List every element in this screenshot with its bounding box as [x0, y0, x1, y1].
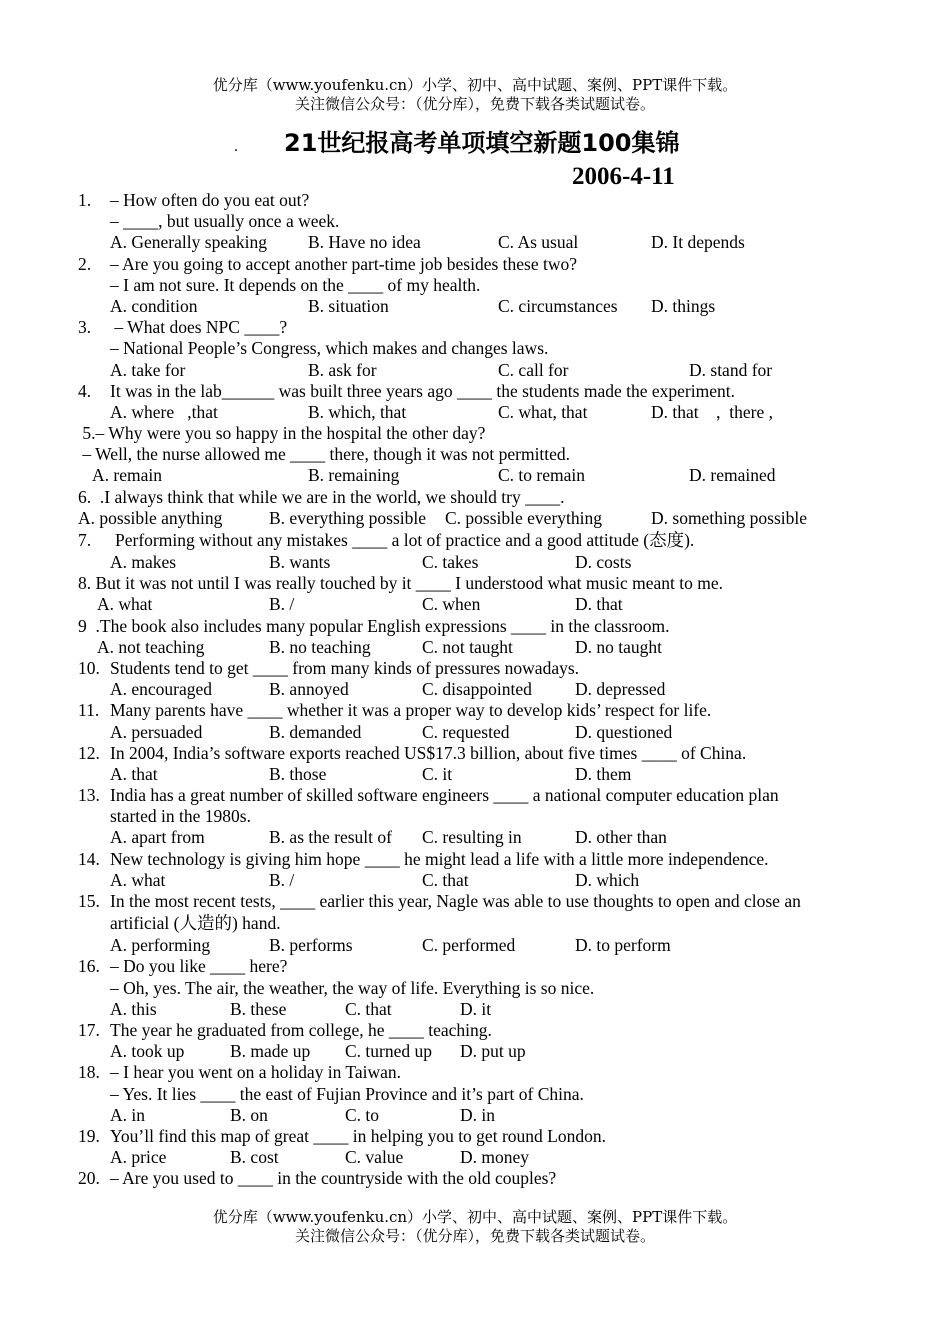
option-a: A. price: [110, 1147, 167, 1168]
question-2-options: [78, 296, 878, 317]
option-d: D. it: [460, 998, 492, 1019]
option-a: A. this: [110, 998, 157, 1019]
option-a: A. persuaded: [110, 721, 203, 742]
question-13-options: [78, 827, 878, 848]
option-b: B. remaining: [308, 465, 400, 486]
option-a: A. where ,that: [110, 401, 218, 422]
option-d: D. them: [575, 763, 632, 784]
option-a: A. condition: [110, 295, 198, 316]
option-c: C. call for: [498, 359, 569, 380]
option-a: A. took up: [110, 1041, 185, 1062]
option-c: C. to: [345, 1104, 380, 1125]
option-b: B. as the result of: [269, 827, 392, 848]
option-b: B. which, that: [308, 401, 407, 422]
option-b: B. on: [230, 1104, 268, 1125]
option-d: D. stand for: [689, 359, 773, 380]
question-17: 17. The year he graduated from college, he ____ teaching.: [78, 1019, 492, 1040]
question-4-options: [78, 402, 878, 423]
option-c: C. when: [422, 594, 481, 615]
option-b: B. ask for: [308, 359, 377, 380]
question-10: 10. Students tend to get ____ from many kinds of pressures nowadays.: [78, 657, 580, 678]
option-d: D. remained: [689, 465, 776, 486]
option-b: B. situation: [308, 295, 389, 316]
document-date: 2006-4-11: [572, 163, 675, 190]
option-b: B. cost: [230, 1147, 279, 1168]
question-1-line-2: – ____, but usually once a week.: [110, 211, 340, 232]
question-5-line-2: – Well, the nurse allowed me ____ there, though it was not permitted.: [78, 444, 571, 465]
option-a: A. what: [110, 869, 166, 890]
option-a: A. Generally speaking: [110, 232, 267, 253]
question-15-line-2: artificial (人造的) hand.: [110, 913, 281, 934]
stray-dot: .: [234, 138, 238, 155]
question-11: 11. Many parents have ____ whether it was a proper way to develop kids’ respect for life.: [78, 700, 712, 721]
option-b: B. performs: [269, 935, 353, 956]
question-18-options: [78, 1105, 878, 1126]
option-d: D. that , there ,: [651, 401, 773, 422]
option-a: A. apart from: [110, 827, 205, 848]
question-9: 9 .The book also includes many popular English expressions ____ in the classroom.: [78, 615, 670, 636]
question-1: 1. – How often do you eat out?: [78, 190, 310, 210]
question-7: 7. Performing without any mistakes ____ a lot of practice and a good attitude (态度).: [78, 530, 695, 550]
question-12-options: [78, 764, 878, 785]
option-d: D. It depends: [651, 232, 745, 253]
question-18: 18. – I hear you went on a holiday in Taiwan.: [78, 1062, 402, 1083]
option-a: A. that: [110, 763, 158, 784]
question-9-options: [78, 637, 878, 658]
question-20: 20. – Are you used to ____ in the countryside with the old couples?: [78, 1168, 557, 1189]
header-line-1: 优分库（www.youfenku.cn）小学、初中、高中试题、案例、PPT课件下载。: [212, 76, 738, 94]
question-8-options: [78, 594, 878, 615]
option-d: D. questioned: [575, 721, 673, 742]
option-d: D. things: [651, 295, 716, 316]
option-a: A. performing: [110, 935, 211, 956]
option-c: C. to remain: [498, 465, 585, 486]
option-d: D. money: [460, 1147, 530, 1168]
question-14: 14. New technology is giving him hope ____ he might lead a life with a little more independence.: [78, 848, 769, 869]
question-16-line-2: – Oh, yes. The air, the weather, the way of life. Everything is so nice.: [110, 977, 595, 998]
option-c: C. performed: [422, 935, 516, 956]
question-2: 2. – Are you going to accept another part-time job besides these two?: [78, 253, 578, 274]
option-b: B. everything possible: [269, 507, 426, 528]
question-3: 3. – What does NPC ____?: [78, 317, 288, 338]
option-a: A. not teaching: [97, 636, 205, 657]
option-c: C. it: [422, 763, 453, 784]
option-b: B. wants: [269, 552, 331, 572]
option-b: B. those: [269, 763, 327, 784]
option-d: D. put up: [460, 1041, 526, 1062]
option-c: C. that: [422, 869, 469, 890]
document-title: 21世纪报高考单项填空新题100集锦: [284, 129, 680, 157]
option-a: A. makes: [110, 552, 177, 572]
option-b: B. made up: [230, 1041, 311, 1062]
question-1-options: [78, 232, 878, 253]
option-a: A. remain: [92, 465, 162, 486]
option-c: C. what, that: [498, 401, 588, 422]
option-a: A. encouraged: [110, 679, 213, 700]
question-16: 16. – Do you like ____ here?: [78, 956, 288, 977]
option-d: D. something possible: [651, 507, 808, 528]
option-c: C. As usual: [498, 232, 579, 253]
option-a: A. in: [110, 1104, 145, 1125]
question-2-line-2: – I am not sure. It depends on the ____ of my health.: [110, 274, 481, 295]
option-c: C. turned up: [345, 1041, 433, 1062]
option-c: C. resulting in: [422, 827, 522, 848]
option-d: D. that: [575, 594, 623, 615]
question-19-options: [78, 1147, 878, 1168]
question-4: 4. It was in the lab______ was built three years ago ____ the students made the experiment.: [78, 380, 735, 401]
option-c: C. takes: [422, 552, 479, 572]
question-5: 5.– Why were you so happy in the hospital the other day?: [78, 423, 486, 444]
question-8: 8. But it was not until I was really touched by it ____ I understood what music meant to me.: [78, 573, 723, 594]
option-a: A. possible anything: [78, 507, 223, 528]
option-a: A. what: [97, 594, 153, 615]
header-line-2: 关注微信公众号：（优分库），免费下载各类试题试卷。: [294, 95, 655, 113]
option-b: B. demanded: [269, 721, 362, 742]
question-13: 13. India has a great number of skilled software engineers ____ a national computer education plan: [78, 785, 779, 806]
option-c: C. circumstances: [498, 295, 618, 316]
question-7-options: [78, 552, 878, 573]
question-10-options: [78, 679, 878, 700]
question-5-options: [78, 465, 878, 486]
question-14-options: [78, 870, 878, 891]
footer-line-2: 关注微信公众号：（优分库），免费下载各类试题试卷。: [294, 1227, 655, 1245]
option-b: B. no teaching: [269, 636, 371, 657]
option-c: C. possible everything: [445, 507, 602, 528]
question-16-options: [78, 999, 878, 1020]
question-18-line-2: – Yes. It lies ____ the east of Fujian Province and it’s part of China.: [110, 1083, 584, 1104]
option-b: B. these: [230, 998, 287, 1019]
option-a: A. take for: [110, 359, 186, 380]
option-d: D. no taught: [575, 636, 663, 657]
option-b: B. Have no idea: [308, 232, 421, 253]
option-b: B. /: [269, 594, 295, 615]
question-list: [78, 190, 878, 1189]
question-15-options: [78, 935, 878, 956]
option-d: D. to perform: [575, 935, 671, 956]
question-19: 19. You’ll find this map of great ____ in helping you to get round London.: [78, 1125, 606, 1146]
page-header: [0, 76, 950, 114]
option-c: C. disappointed: [422, 679, 532, 700]
question-13-line-2: started in the 1980s.: [110, 806, 251, 827]
question-11-options: [78, 722, 878, 743]
option-d: D. depressed: [575, 679, 666, 700]
question-17-options: [78, 1041, 878, 1062]
option-d: D. other than: [575, 827, 667, 848]
option-d: D. which: [575, 869, 640, 890]
question-12: 12. In 2004, India’s software exports reached US$17.3 billion, about five times ____ of China.: [78, 742, 747, 763]
option-c: C. requested: [422, 721, 510, 742]
footer-line-1: 优分库（www.youfenku.cn）小学、初中、高中试题、案例、PPT课件下载。: [212, 1208, 738, 1226]
page-footer: [0, 1208, 950, 1246]
option-b: B. /: [269, 869, 295, 890]
option-d: D. in: [460, 1104, 495, 1125]
question-6: 6. .I always think that while we are in the world, we should try ____.: [78, 486, 565, 507]
option-b: B. annoyed: [269, 679, 349, 700]
option-c: C. value: [345, 1147, 404, 1168]
question-15: 15. In the most recent tests, ____ earlier this year, Nagle was able to use thoughts to open and close an: [78, 891, 801, 911]
option-d: D. costs: [575, 552, 632, 572]
question-3-line-2: – National People’s Congress, which makes and changes laws.: [110, 338, 549, 359]
option-c: C. not taught: [422, 636, 513, 657]
option-c: C. that: [345, 998, 392, 1019]
question-6-options: [78, 508, 878, 529]
question-3-options: [78, 360, 878, 381]
